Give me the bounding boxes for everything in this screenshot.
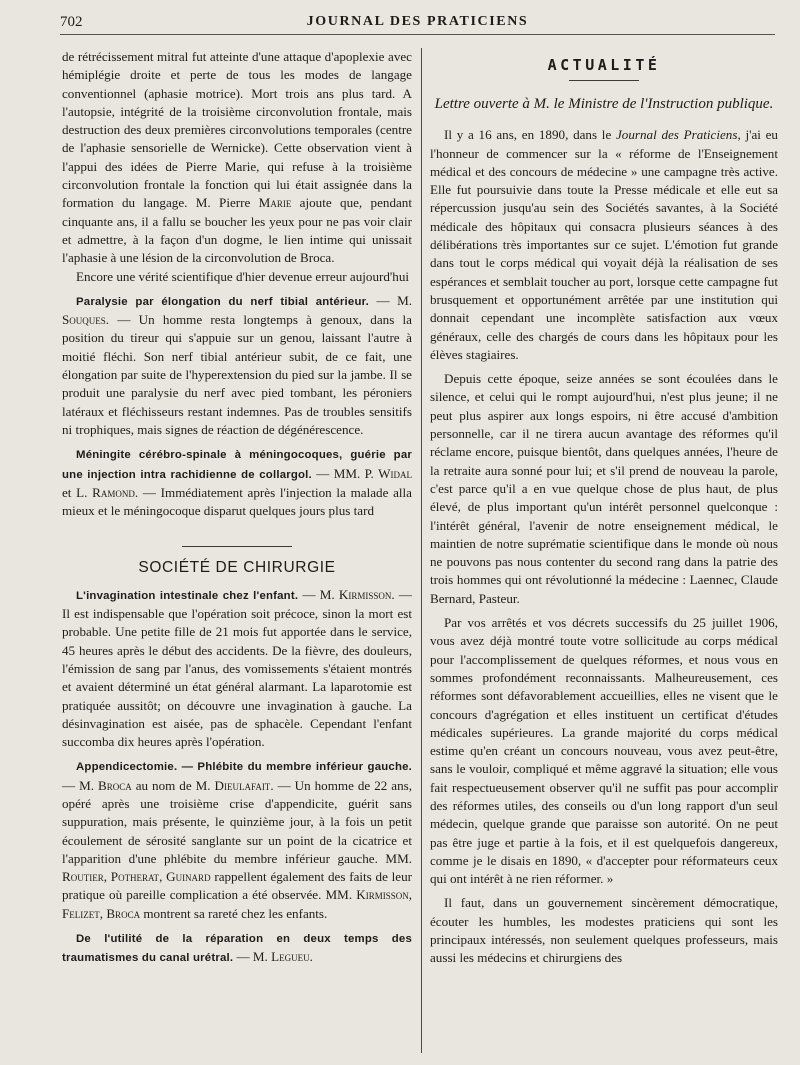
aphasia-paragraph xyxy=(62,48,412,268)
brief-meningite: Méningite cérébro-spinale à méningocoques, guérie par une injection intra rachidienne de collargol. — MM. P. Widal et L. Ramond. — Immédiatement après l'injection la malade alla mieux et le méningocoque disparut quelques jours plus tard xyxy=(62,449,412,519)
brief-invagination: L'invagination intestinale chez l'enfant. — M. Kirmisson. — Il est indispensable que l'opération soit précoce, sinon la mort est probable. Une petite fille de 21 mois fut apportée dans le service, 45 heures après le début des accidents. De la fièvre, des douleurs, l'émission de sang par l'anus, des vomissements s'étaient montrés et avaient déterminé un état général alarmant. La laparotomie est pratiquée aussitôt; on découvre une invagination à gauche. La désinvagination est aisée, pas de sphacèle. Cependant l'enfant succomba dix heures après l'opération. xyxy=(62,586,412,750)
brief-text: . — Il est indispensable que l'opération soit précoce, sinon la mort est probable. Une petite fille de 21 mois fut apportée dans le service, 45 heures après le début des accidents. De la fièvre, des douleurs, l'émission de sang par l'anus, des vomissements s'étaient montrés et avaient déterminé un état général alarmant. La laparotomie est pratiquée aussitôt; on découvre une invagination à gauche. La désinvagination est aisée, pas de sphacèle. Cependant l'enfant succomba dix heures après l'opération. xyxy=(62,586,412,750)
author-name: Ramond xyxy=(92,484,135,500)
section-heading-chirurgie xyxy=(62,546,412,577)
author-name: Souques xyxy=(62,312,106,328)
letter-paragraph-3: Par vos arrêtés et vos décrets successifs du 25 juillet 1906, vous avez déjà montré toute votre sollicitude au corps médical pour l'accomplissement de quelques réformes, et nous vous en sommes profondément reconnaissants. Malheureusement, ces réformes sont défavorablement accueillies, elles ne visent que le concours d'agrégation et elles instituent un certificat d'études médicales supérieures. La grande majorité du corps médical estime qu'en créant un concours nouveau, vous avez peut-être, sans le vouloir, compliqué et même aggravé la situation; elle vous fait respectueusement observer qu'il ne suffit pas pour accomplir des réformes utiles, des conseils ou d'un long rapport d'un seul médecin, quelque grande que paraisse son autorité. On ne peut pas être juge et partie à la fois, et il est quelquefois dangereux, comme je le disais en 1890, « d'accepter pour réformateurs ceux qui ont intérêt à ne rien réformer. » xyxy=(430,615,778,887)
aphasia-text-end: ajoute que, pendant cinquante ans, il a fallu se boucher les yeux pour ne pas voir clair et admettre, à la façon d'un dogme, le lien intime qui unissait l'aphasie à une lésion de la circonvolution de Broca. xyxy=(62,195,412,266)
brief-lead: De l'utilité de la réparation en deux temps des traumatismes du canal urétral. xyxy=(62,933,412,965)
brief-appendicectomie: Appendicectomie. — Phlébite du membre inférieur gauche. — M. Broca au nom de M. Dieulafait. — Un homme de 22 ans, opéré après une troisième crise d'appendicite, guérit sans suppuration, mais présente, le quinzième jour, à la fois un petit écoulement de sérosité sanglante sur un point de la cicatrice et l'apparition d'une phlébite du membre inférieur gauche. MM. Routier, Potherat, Guinard rappellent également des faits de leur pratique où pareille complication a été observée. MM. Kirmisson, Felizet, Broca montrent sa rareté chez les enfants. xyxy=(62,761,413,921)
author-name: Dieulafait xyxy=(214,777,271,793)
letter-title: Lettre ouverte à M. le Ministre de l'Instruction publique. xyxy=(434,96,774,113)
aphasia-text: de rétrécissement mitral fut atteinte d'une attaque d'apoplexie avec hémiplégie droite et perte de tous les modes de langage conventionnel (aphasie motrice). Mort trois ans plus tard. A l'autopsie, intégrité de la troisième circonvolution frontale, mais destruction des deux premières circonvolutions temporales (centre de l'aphasie sensorielle de Wernicke). Cette observation vient à l'appui des idées de Pierre Marie, qui refuse à la troisième circonvolution frontale la fonction qui lui était assignée dans la formation du langage. M. Pierre xyxy=(62,49,412,211)
section-rule xyxy=(182,546,292,547)
running-header xyxy=(60,12,775,35)
brief-paralysie: Paralysie par élongation du nerf tibial antérieur. — M. Souques. — Un homme resta longtemps à genoux, dans la position du tireur qui s'appuie sur un genou, laissant l'autre à moitié fléchi. Son nerf tibial antérieur subit, de ce fait, une élongation par suite de l'hyperextension du pied sur la jambe. Il se produit une paralysie du nerf avec pied tombant, les péroniers latéraux et fléchisseurs restant indemnes. Pas de troubles sensitifs ni trophiques, mais signes de réaction de dégénérescence. xyxy=(62,292,412,437)
author-name: Guinard xyxy=(166,869,211,885)
brief-lead: L'invagination intestinale chez l'enfant. xyxy=(76,589,299,602)
brief-text: montrent sa rareté chez les enfants. xyxy=(140,905,328,921)
brief-text: . — Un homme de 22 ans, opéré après une troisième crise d'appendicite, guérit sans suppuration, mais présente, le quinzième jour, à la fois un petit écoulement de sérosité sanglante sur un point de la cicatrice et l'apparition d'une phlébite du membre inférieur gauche. MM. xyxy=(62,777,413,866)
journal-title: JOURNAL DES PRATICIENS xyxy=(306,14,529,29)
author-name: Kirmisson xyxy=(356,887,409,903)
author-name: Routier xyxy=(62,869,104,885)
author-name: Broca xyxy=(106,905,141,921)
page-number: 702 xyxy=(60,14,83,30)
brief-lead: Paralysie par élongation du nerf tibial antérieur. xyxy=(76,295,369,308)
brief-lead: Appendicectomie. — Phlébite du membre inférieur gauche. xyxy=(76,761,412,774)
author-name: Potherat xyxy=(110,869,160,885)
brief-text: . — Un homme resta longtemps à genoux, dans la position du tireur qui s'appuie sur un genou, laissant l'autre à moitié fléchi. Son nerf tibial antérieur subit, de ce fait, une élongation par suite de l'hyperextension du pied sur la jambe. Il se produit une paralysie du nerf avec pied tombant, les péroniers latéraux et fléchisseurs restant indemnes. Pas de troubles sensitifs ni trophiques, mais signes de réaction de dégénérescence. xyxy=(62,312,412,437)
brief-lead: Méningite cérébro-spinale à méningocoques, guérie par une injection intra rachidienne de collargol. xyxy=(62,449,412,481)
brief-text: . — Immédiatement après l'injection la malade alla mieux et le méningocoque disparut quelques jours plus tard xyxy=(62,484,412,519)
left-column xyxy=(62,48,412,968)
section-heading-text: SOCIÉTÉ DE CHIRURGIE xyxy=(138,559,336,577)
brief-uretral: De l'utilité de la réparation en deux temps des traumatismes du canal urétral. — M. Legueu. xyxy=(62,933,412,965)
actualite-heading: ACTUALITÉ xyxy=(547,56,661,74)
author-name: Kirmisson xyxy=(338,586,392,602)
letter-paragraph-4: Il faut, dans un gouvernement sincèrement démocratique, écouter les humbles, les modestes praticiens qui sont les principaux intéressés, non seulement quelques professeurs, mais aussi les médecins et chirurgiens des xyxy=(430,895,778,966)
aphasia-conclusion: Encore une vérité scientifique d'hier devenue erreur aujourd'hui xyxy=(76,268,410,284)
brief-text: rappellent également des faits de leur pratique où pareille complication a été observée. MM. xyxy=(62,869,413,903)
actualite-rule xyxy=(569,80,639,81)
right-column xyxy=(430,48,778,968)
letter-paragraph-1: Il y a 16 ans, en 1890, dans le Journal des Praticiens, j'ai eu l'honneur de commencer sur la « réforme de l'Enseignement médical et des concours de médecine » une campagne très active. Elle fut poursuivie dans toute la Presse médicale et elle eut sa répercussion jusqu'au sein des Sociétés savantes, à la Société médicale des hôpitaux qui consacra plusieurs séances à des délibérations très importantes sur ce sujet. L'émotion fut grande dans tout le corps médical qui voyait déjà la réalisation de ses espérances et semblait toucher au port, lorsque cette campagne fut brusquement et opportunément arrêtée par une institution qui donnait cependant une incomplète satisfaction aux vœux généraux, celle des chargés de cours dans les hôpitaux pour les élèves stagiaires. xyxy=(430,127,778,362)
column-divider xyxy=(421,48,422,1053)
author-name: Marie xyxy=(258,195,292,211)
letter-paragraph-2: Depuis cette époque, seize années se sont écoulées dans le silence, et celui qui le rompt aujourd'hui, n'est plus jeune; il ne peut plus aspirer aux longs espoirs, ni être accusé d'ambition personnelle, car il ne tirera aucun avantage des réformes qu'il réclame encore, puisque bientôt, dans quelques années, l'heure de la retraite aura sonné pour lui; et s'il prend de nouveau la parole, c'est parce qu'il a en vue quelque chose de plus haut, de plus élevé, de plus important qu'un intérêt personnel quelconque : l'intérêt général, l'avenir de notre enseignement médical, le maintien de notre suprématie scientifique dans le monde où nous ne pouvons pas nous contenter du second rang dans la patrie des trois hommes qui ont révolutionné la médecine : Laennec, Claude Bernard, Pasteur. xyxy=(430,371,778,606)
author-name: Felizet xyxy=(62,905,100,921)
author-name: Widal xyxy=(378,465,412,481)
journal-name: Journal des Praticiens xyxy=(615,127,738,143)
author-name: Legueu xyxy=(271,949,310,965)
author-name: Broca xyxy=(97,777,132,793)
